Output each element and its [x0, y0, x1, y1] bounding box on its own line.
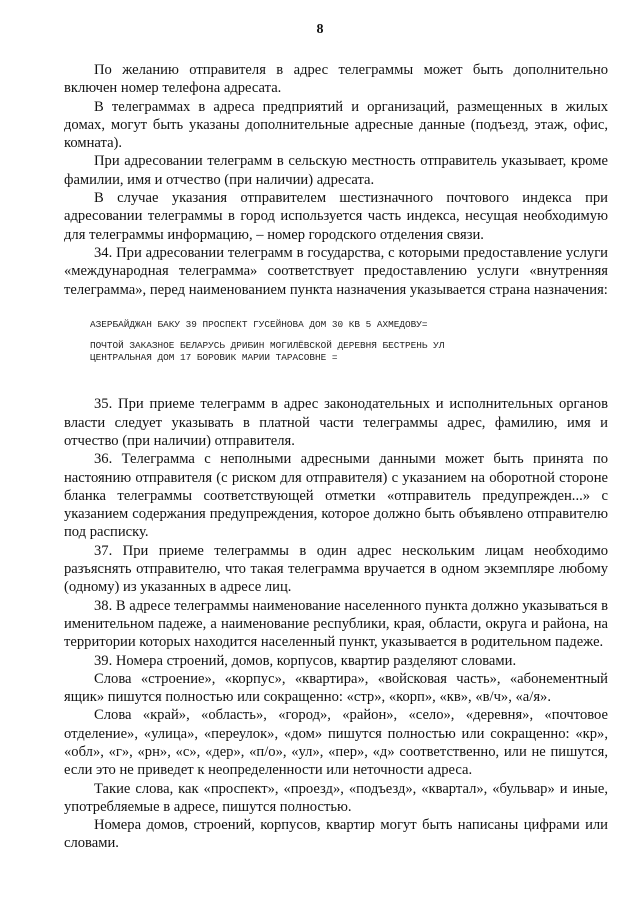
paragraph: В телеграммах в адреса предприятий и организаций, размещенных в жилых домах, могут быть указаны дополнительные адресные данные (подъезд, этаж, офис, комната).: [64, 98, 608, 152]
paragraph: Номера домов, строений, корпусов, квартир могут быть написаны цифрами или словами.: [64, 817, 608, 852]
paragraph: Слова «край», «область», «город», «район», «село», «деревня», «почтовое отделение», «улица», «переулок», «дом» пишутся полностью или сокращенно: «кр», «обл», «г», «рн», «с», «дер», «п/о», «ул», «пер», «д» соответственно, или не пишутся, если это не приведет к неопределенности или неточности адреса.: [64, 707, 608, 779]
page-number: 8: [316, 22, 324, 37]
paragraph: По желанию отправителя в адрес телеграммы может быть дополнительно включен номер телефона адресата.: [64, 62, 608, 97]
paragraph-36: 36. Телеграмма с неполными адресными данными может быть принята по настоянию отправителя (с риском для отправителя) с указанием на оборотной стороне бланка телеграммы соответствующей отметки «отправитель предупрежден...» с указанием содержания предупреждения, которое должно быть объявлено отправителю под расписку.: [64, 451, 608, 541]
paragraph-34: 34. При адресовании телеграмм в государства, с которыми предоставление услуги «международная телеграмма» соответствует предоставлению услуги «внутренняя телеграмма», перед наименованием пункта назначения указывается страна назначения:: [64, 244, 608, 298]
paragraph-39: 39. Номера строений, домов, корпусов, квартир разделяют словами.: [94, 652, 517, 669]
telegram-example-azerbaijan: АЗЕРБАЙДЖАН БАКУ 39 ПРОСПЕКТ ГУСЕЙНОВА ДОМ 30 КВ 5 АХМЕДОВУ=: [90, 318, 428, 330]
paragraph-35: 35. При приеме телеграмм в адрес законодательных и исполнительных органов власти следует указывать в платной части телеграммы адрес, фамилию, имя и отчество (при наличии) отправителя.: [64, 396, 608, 449]
paragraph-37: 37. При приеме телеграммы в один адрес нескольким лицам необходимо разъяснять отправителю, что такая телеграмма вручается в одном экземпляре любому (одному) из указанных в адресе лиц.: [64, 542, 608, 596]
paragraph-38: 38. В адресе телеграммы наименование населенного пункта должно указываться в именительном падеже, а наименование республики, края, области, округа и района, на территории которых находится населенный пункт, указывается в родительном падеже.: [64, 597, 608, 651]
document-body: [64, 61, 608, 853]
paragraph: Слова «строение», «корпус», «квартира», «войсковая часть», «абонементный ящик» пишутся полностью или сокращенно: «стр», «корп», «кв», «в/ч», «а/я».: [64, 670, 608, 706]
telegram-example-belarus: ПОЧТОЙ ЗАКАЗНОЕ БЕЛАРУСЬ ДРИБИН МОГИЛЁВСКОЙ ДЕРЕВНЯ БЕСТРЕНЬ УЛ ЦЕНТРАЛЬНАЯ ДОМ 17 БОРОВИК МАРИИ ТАРАСОВНЕ =: [90, 340, 445, 363]
paragraph: При адресовании телеграмм в сельскую местность отправитель указывает, кроме фамилии, имя и отчество (при наличии) адресата.: [64, 153, 608, 188]
paragraph: В случае указания отправителем шестизначного почтового индекса при адресовании телеграммы в город используется часть индекса, несущая необходимую для телеграммы информацию, – номер городского отделения связи.: [64, 190, 608, 243]
paragraph: Такие слова, как «проспект», «проезд», «подъезд», «квартал», «бульвар» и иные, употребляемые в адресе, пишутся полностью.: [64, 780, 608, 815]
